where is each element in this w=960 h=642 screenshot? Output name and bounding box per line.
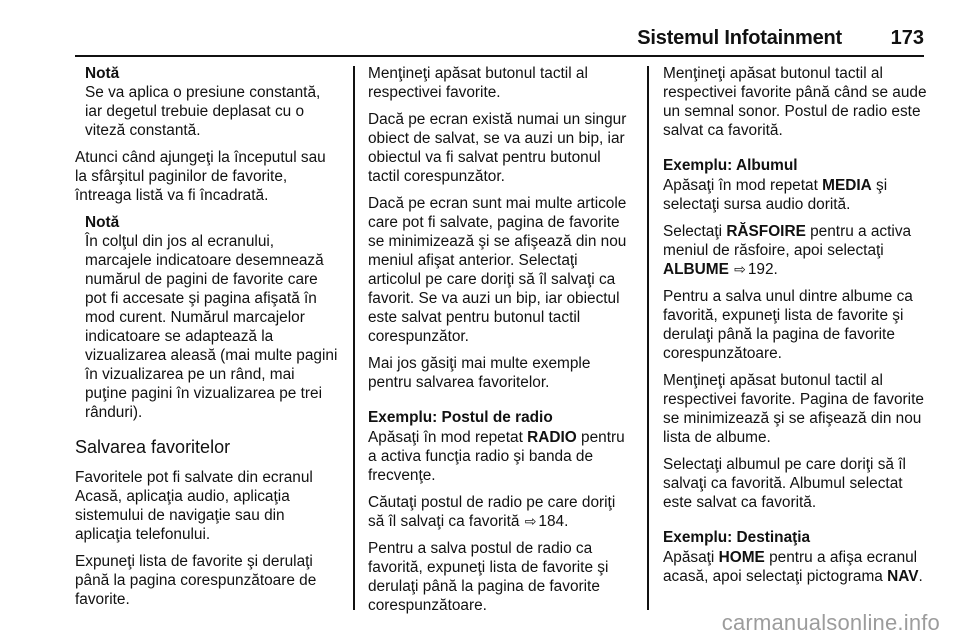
paragraph: Pentru a salva unul dintre albume ca favorită, expuneţi lista de favorite şi derulaţi până la pagina de favorite corespunzătoare. xyxy=(663,288,913,362)
note-block xyxy=(85,64,340,140)
column-2 xyxy=(368,64,634,623)
note-title: Notă xyxy=(85,65,120,82)
page-header xyxy=(0,0,960,56)
paragraph: Apăsaţi în mod repetat MEDIA şi selectaţi sursa audio dorită. xyxy=(663,177,888,213)
paragraph: Favoritele pot fi salvate din ecranul Acasă, aplicaţia audio, aplicaţia sistemului de navigaţie sau din aplicaţia telefonului. xyxy=(75,469,313,543)
note-text: Se va aplica o presiune constantă, iar degetul trebuie deplasat cu o viteză constantă. xyxy=(85,84,321,139)
paragraph: Dacă pe ecran sunt mai multe articole care pot fi salvate, pagina de favorite se minimizează şi se afişează din nou meniul afişat anterior. Selectaţi articolul pe care doriţi să îl salvaţi ca favorit. Se va auzi un bip, iar obiectul este salvat pentru butonul tactil corespunzător. xyxy=(368,195,627,345)
button-keyword-media: MEDIA xyxy=(822,177,872,194)
note-block xyxy=(85,213,340,422)
column-3 xyxy=(663,64,929,594)
paragraph: Selectaţi albumul pe care doriţi să îl salvaţi ca favorită. Albumul selectat este salvat ca favorită. xyxy=(663,456,906,511)
example-heading: Exemplu: Destinaţia xyxy=(663,529,811,546)
page-reference[interactable]: 192. xyxy=(747,261,778,278)
button-keyword-nav: NAV xyxy=(887,568,919,585)
button-keyword-albume: ALBUME xyxy=(663,261,729,278)
column-divider-1 xyxy=(353,66,355,610)
paragraph: Mai jos găsiţi mai multe exemple pentru salvarea favoritelor. xyxy=(368,355,591,391)
example-heading: Exemplu: Postul de radio xyxy=(368,409,553,426)
page-number: 173 xyxy=(890,27,924,49)
section-title: Sistemul Infotainment xyxy=(637,27,842,49)
note-title: Notă xyxy=(85,214,120,231)
paragraph: Dacă pe ecran există numai un singur obiect de salvat, se va auzi un bip, iar obiectul va fi salvat pentru butonul tactil corespunzător. xyxy=(368,111,627,185)
paragraph: Menţineţi apăsat butonul tactil al respectivei favorite. xyxy=(368,65,588,101)
column-1 xyxy=(75,64,340,617)
header-divider xyxy=(75,55,924,57)
paragraph: Menţineţi apăsat butonul tactil al respectivei favorite. Pagina de favorite se minimizează şi se afişează din nou lista de albume. xyxy=(663,372,924,446)
paragraph: Căutaţi postul de radio pe care doriţi să îl salvaţi ca favorită ⇨ 184. xyxy=(368,494,616,530)
button-keyword-home: HOME xyxy=(718,549,765,566)
page-reference-arrow-icon: ⇨ xyxy=(524,513,537,529)
paragraph: Apăsaţi în mod repetat RADIO pentru a activa funcţia radio şi banda de frecvenţe. xyxy=(368,429,625,484)
column-divider-2 xyxy=(647,66,649,610)
site-watermark: carmanualsonline.info xyxy=(721,610,940,635)
paragraph: Menţineţi apăsat butonul tactil al respectivei favorite până când se aude un semnal sonor. Postul de radio este salvat ca favorită. xyxy=(663,65,927,139)
page-reference[interactable]: 184. xyxy=(538,513,569,530)
section-heading: Salvarea favoritelor xyxy=(75,437,231,457)
paragraph: Atunci când ajungeţi la începutul sau la sfârşitul paginilor de favorite, întreaga listă va fi încadrată. xyxy=(75,149,326,204)
button-keyword-radio: RADIO xyxy=(527,429,577,446)
paragraph: Apăsaţi HOME pentru a afişa ecranul acasă, apoi selectaţi pictograma NAV. xyxy=(663,549,923,585)
paragraph: Selectaţi RĂSFOIRE pentru a activa meniul de răsfoire, apoi selectaţi ALBUME ⇨ 192. xyxy=(663,223,912,278)
page-reference-arrow-icon: ⇨ xyxy=(734,261,746,277)
paragraph: Expuneţi lista de favorite şi derulaţi până la pagina corespunzătoare de favorite. xyxy=(75,553,317,608)
paragraph: Pentru a salva postul de radio ca favorită, expuneţi lista de favorite şi derulaţi până la pagina de favorite corespunzătoare. xyxy=(368,540,609,614)
example-heading: Exemplu: Albumul xyxy=(663,157,798,174)
button-keyword-rasfoire: RĂSFOIRE xyxy=(726,223,806,240)
note-text: În colţul din jos al ecranului, marcajele indicatoare desemnează numărul de pagini de favorite care pot fi accesate şi pagina afişată în mod curent. Numărul marcajelor indicatoare se adaptează la vizualizarea aleasă (mai multe pagini în vizualizarea pe un rând, mai puţine pagini în vizualizarea pe trei rânduri). xyxy=(85,233,338,421)
